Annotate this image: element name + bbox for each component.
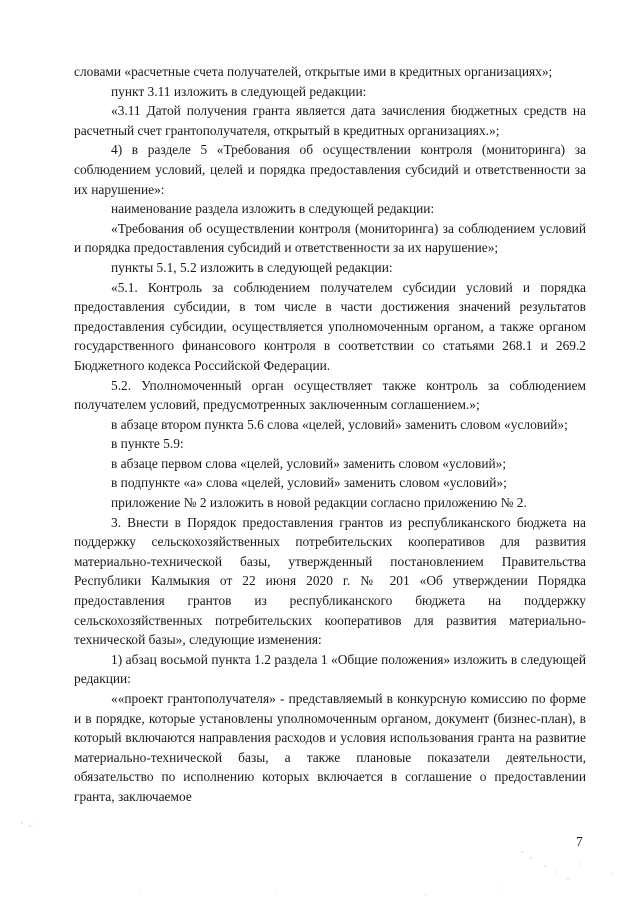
paragraph: в подпункте «а» слова «целей, условий» заменить словом «условий»; <box>111 475 507 491</box>
paragraph: 5.2. Уполномоченный орган осуществляет также контроль за соблюдением получателем условий, предусмотренных заключенным соглашением.»; <box>74 377 586 413</box>
paragraph: «5.1. Контроль за соблюдением получателем субсидии условий и порядка предоставления субсидии, в том числе в части достижения значений результатов предоставления субсидии, осуществляется уполномоченным органом, а также органом государственного финансового контроля в соответствии со статьями 268.1 и 269.2 Бюджетного кодекса Российской Федерации. <box>74 279 586 373</box>
paragraph: пункт 3.11 изложить в следующей редакции: <box>111 83 367 99</box>
paragraph: в пункте 5.9: <box>111 436 184 452</box>
paragraph: 4) в разделе 5 «Требования об осуществлении контроля (мониторинга) за соблюдением условий, целей и порядка предоставления субсидий и ответственности за их нарушение»: <box>74 142 586 197</box>
paragraph: приложение № 2 изложить в новой редакции согласно приложению № 2. <box>111 495 527 511</box>
document-body <box>74 62 586 807</box>
page-number: 7 <box>576 834 583 849</box>
paragraph: в абзаце первом слова «целей, условий» заменить словом «условий»; <box>111 455 507 471</box>
paragraph: ««проект грантополучателя» - представляемый в конкурсную комиссию по форме и в порядке, которые установлены уполномоченным органом, документ (бизнес-план), в который включаются направления расходов и условия использования гранта на развитие материально-технической базы, а также плановые показатели деятельности, обязательство по исполнению которых включается в соглашение о предоставлении гранта, заключаемое <box>74 691 586 804</box>
paragraph: словами «расчетные счета получателей, открытые ими в кредитных организациях»; <box>74 64 553 79</box>
paragraph: «3.11 Датой получения гранта является дата зачисления бюджетных средств на расчетный счет грантополучателя, открытый в кредитных организациях.»; <box>74 103 586 138</box>
paragraph: 3. Внести в Порядок предоставления грантов из республиканского бюджета на поддержку сельскохозяйственных потребительских кооперативов для развития материально-технической базы, утвержденный постановлением Правительства Республики Калмыкия от 22 июня 2020 г. № 201 «Об утверждении Порядка предоставления грантов из республиканского бюджета на поддержку сельскохозяйственных потребительских кооперативов для развития материально-технической базы», следующие изменения: <box>74 514 586 648</box>
paragraph: в абзаце втором пункта 5.6 слова «целей, условий» заменить словом «условий»; <box>111 416 568 432</box>
paragraph: наименование раздела изложить в следующей редакции: <box>111 201 435 217</box>
paragraph: пункты 5.1, 5.2 изложить в следующей редакции: <box>111 259 393 275</box>
paragraph: «Требования об осуществлении контроля (мониторинга) за соблюдением условий и порядка предоставления субсидий и ответственности за их нарушение»; <box>74 220 586 256</box>
paragraph: 1) абзац восьмой пункта 1.2 раздела 1 «Общие положения» изложить в следующей редакции: <box>74 651 586 687</box>
